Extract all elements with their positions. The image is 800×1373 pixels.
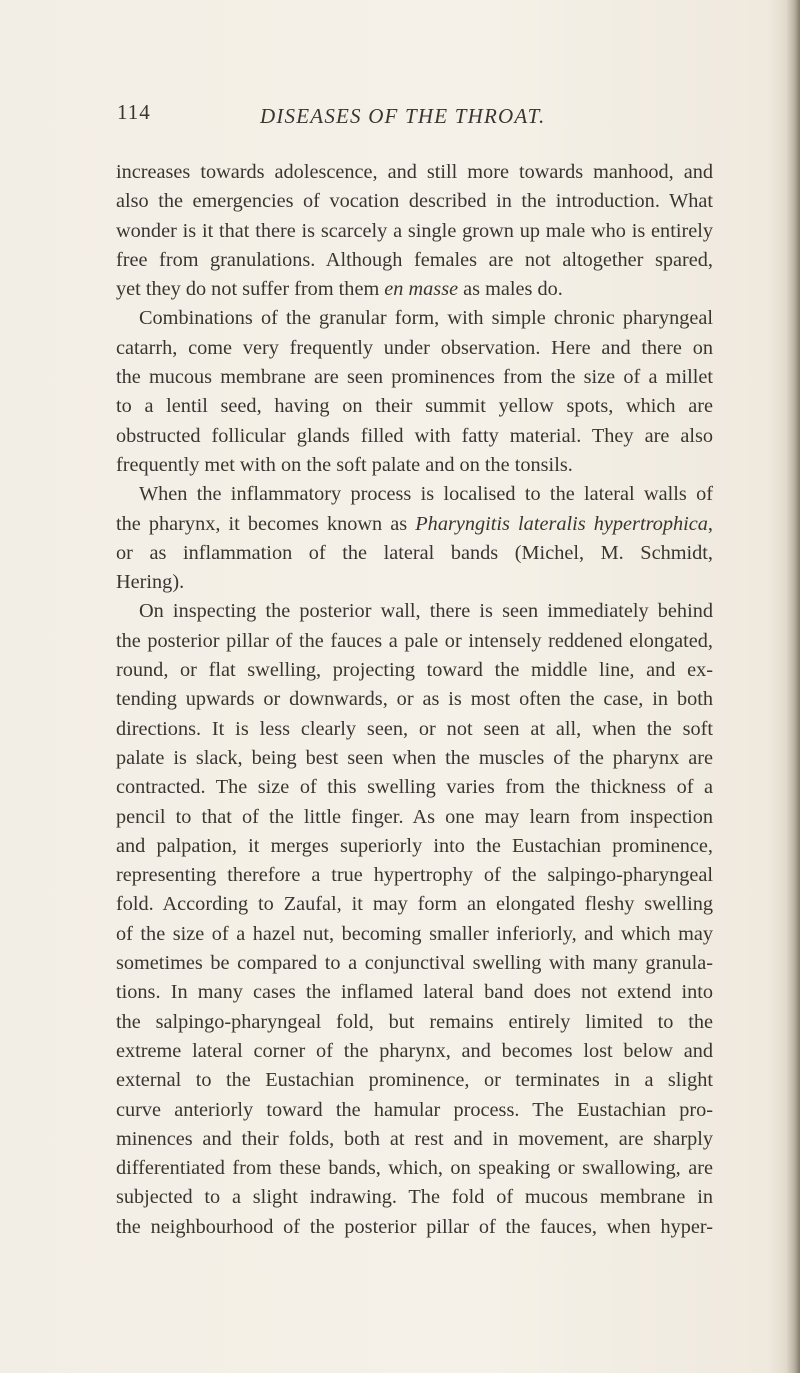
text-line: of the size of a hazel nut, becoming smaller inferiorly, and which may xyxy=(116,922,713,945)
text-line: free from granulations. Although females are not altogether spared, xyxy=(116,248,713,271)
text-line: extreme lateral corner of the pharynx, and becomes lost below and xyxy=(116,1039,713,1062)
running-title: DISEASES OF THE THROAT. xyxy=(260,104,546,128)
italic-phrase: en masse xyxy=(384,278,459,301)
text-line: external to the Eustachian prominence, or terminates in a slight xyxy=(116,1069,713,1092)
text-line: On inspecting the posterior wall, there is seen immediately behind xyxy=(139,600,713,623)
text-line: the neighbourhood of the posterior pillar of the fauces, when hyper- xyxy=(116,1215,713,1238)
text-line: contracted. The size of this swelling varies from the thickness of a xyxy=(116,776,713,799)
text-segment: , xyxy=(707,512,713,535)
text-line: round, or flat swelling, projecting toward the middle line, and ex- xyxy=(116,659,713,682)
text-line: the posterior pillar of the fauces a pale or intensely reddened elongated, xyxy=(116,629,713,652)
text-line: to a lentil seed, having on their summit yellow spots, which are xyxy=(116,395,713,418)
text-line: Hering). xyxy=(116,571,185,594)
text-line: also the emergencies of vocation described in the introduction. What xyxy=(116,190,713,213)
text-line: When the inflammatory process is localised to the lateral walls of xyxy=(139,483,713,506)
body-text xyxy=(116,158,713,1242)
text-line xyxy=(116,275,713,304)
text-line: tending upwards or downwards, or as is most often the case, in both xyxy=(116,688,713,711)
text-line xyxy=(116,510,713,539)
text-line: wonder is it that there is scarcely a single grown up male who is entirely xyxy=(116,219,713,242)
text-line: representing therefore a true hypertrophy of the salpingo-pharyngeal xyxy=(116,864,713,887)
text-line: or as inflammation of the lateral bands (Michel, M. Schmidt, xyxy=(116,541,713,564)
text-line: differentiated from these bands, which, on speaking or swallowing, are xyxy=(116,1157,713,1180)
page-edge-shadow xyxy=(786,0,800,1373)
text-line: catarrh, come very frequently under observation. Here and there on xyxy=(116,336,713,359)
text-line: palate is slack, being best seen when the muscles of the pharynx are xyxy=(116,746,713,769)
text-line: and palpation, it merges superiorly into the Eustachian prominence, xyxy=(116,834,713,857)
text-line: sometimes be compared to a conjunctival swelling with many granula- xyxy=(116,952,713,975)
text-line: obstructed follicular glands filled with fatty material. They are also xyxy=(116,424,713,447)
page-number: 114 xyxy=(117,100,151,124)
text-line: tions. In many cases the inflamed lateral band does not extend into xyxy=(116,981,713,1004)
text-line: fold. According to Zaufal, it may form an elongated fleshy swelling xyxy=(116,893,713,916)
text-line: the mucous membrane are seen prominences from the size of a millet xyxy=(116,366,713,389)
text-line: curve anteriorly toward the hamular process. The Eustachian pro- xyxy=(116,1098,713,1121)
text-line: Combinations of the granular form, with simple chronic pharyngeal xyxy=(139,307,713,330)
text-line: the salpingo-pharyngeal fold, but remains entirely limited to the xyxy=(116,1010,713,1033)
italic-phrase: Pharyngitis lateralis hypertrophica xyxy=(415,512,708,535)
text-line: minences and their folds, both at rest and in movement, are sharply xyxy=(116,1127,713,1150)
text-segment: the pharynx, it becomes known as xyxy=(116,512,416,535)
text-line: pencil to that of the little finger. As one may learn from inspection xyxy=(116,805,713,828)
text-line: directions. It is less clearly seen, or not seen at all, when the soft xyxy=(116,717,713,740)
text-line: increases towards adolescence, and still more towards manhood, and xyxy=(116,161,713,183)
text-line: frequently met with on the soft palate and on the tonsils. xyxy=(116,453,573,476)
text-line: subjected to a slight indrawing. The fold of mucous membrane in xyxy=(116,1186,713,1209)
text-segment: yet they do not suffer from them xyxy=(116,278,385,301)
text-segment: as males do. xyxy=(458,278,563,301)
